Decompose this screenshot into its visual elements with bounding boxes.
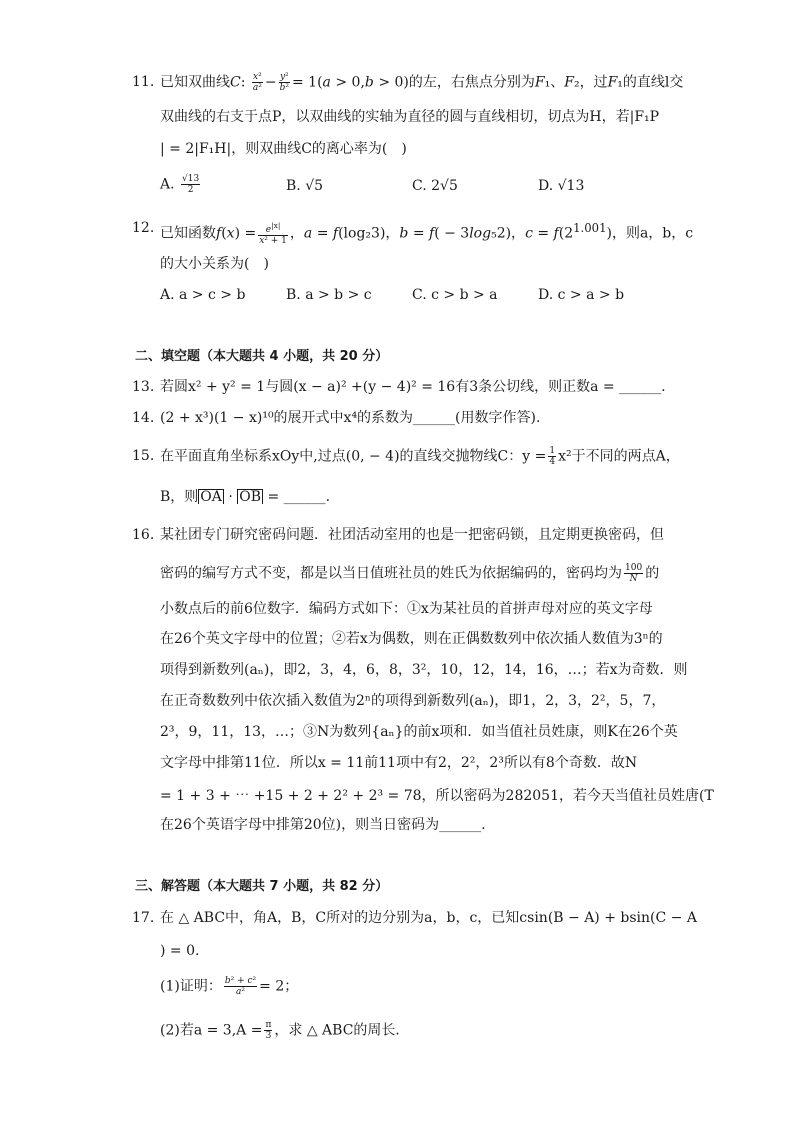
section-heading: 二、填空题（本大题共 4 小题，共 20 分） [135, 349, 389, 364]
question-number: 15. [132, 448, 155, 464]
q16-line3: 小数点后的前6位数字．编码方式如下：①x为某社员的首拼声母对应的英文字母 [160, 601, 653, 617]
q16-line7: 2³，9，11，13，…；③N为数列{aₙ}的前x项和．如当值社员姓康，则K在26个英 [160, 724, 678, 740]
option-b: B. a > b > c [286, 287, 372, 303]
fraction: $\frac{\text{b² + c²}}{\text{a²}}$ [224, 976, 257, 997]
fraction: $\frac{\text{y²}}{\text{b²}}$ [279, 72, 289, 93]
q16-line8: 文字母中排第11位．所以x = 11前11项中有2，2²，2³所以有8个奇数．故N [160, 755, 638, 771]
q16-line4: 在26个英文字母中的位置；②若x为偶数，则在正偶数数列中依次插人数值为3ⁿ的 [160, 631, 663, 647]
vector-ob: OB [239, 489, 262, 505]
option-b: B. √5 [286, 178, 324, 194]
question-number: 11. [132, 74, 155, 90]
q11-line2: 双曲线的右支于点P，以双曲线的实轴为直径的圆与直线相切，切点为H，若|F₁P [160, 109, 660, 125]
q17-part1: (1)证明： $\frac{\text{b² + c²}}{\text{a²}}$ = 2； [160, 976, 299, 997]
q13-text: 若圆x² + y² = 1与圆(x − a)² +(y − 4)² = 16有3条公切线，则正数a = ______. [160, 379, 666, 395]
section-heading: 三、解答题（本大题共 7 小题，共 82 分） [135, 879, 389, 894]
option-a: A. $\frac{√13}{2}$ [160, 174, 200, 195]
q16-line9: = 1 + 3 + ⋯ +15 + 2 + 2² + 2³ = 78，所以密码为282051，若今天当值社员姓唐(T [160, 788, 714, 804]
q17-part2: (2)若a = 3,A = $\frac{\pi}{3}$ ，求 △ ABC的周长． [160, 1020, 410, 1041]
question-number: 17. [132, 910, 155, 926]
option-a: A. a > c > b [160, 287, 246, 303]
fraction: $\frac{\pi}{3}$ [265, 1020, 272, 1041]
question-number: 16. [132, 527, 155, 543]
q15-line2: B，则 OA · OB = ______. [160, 489, 331, 505]
fraction: $\frac{100}{N}$ [625, 563, 643, 584]
q12-line2: 的大小关系为( ) [160, 256, 269, 272]
q11-line3: | = 2|F₁H|，则双曲线C的离心率为( ) [160, 141, 407, 157]
question-number: 13. [132, 379, 155, 395]
fraction: $\frac{\text{x²}}{\text{a²}}$ [252, 72, 262, 93]
q16-line2: 密码的编写方式不变，都是以当日值班社员的姓氏为依据编码的，密码均为 $\frac{100}{N}$ 的 [160, 563, 660, 584]
option-d: D. √13 [538, 178, 585, 194]
q16-line10: 在26个英语字母中排第20位)，则当日密码为______. [160, 817, 486, 833]
option-c: C. c > b > a [412, 287, 498, 303]
question-number: 14. [132, 410, 155, 426]
q17-line2: ) = 0. [160, 943, 200, 959]
q16-line1: 某社团专门研究密码问题．社团活动室用的也是一把密码锁，且定期更换密码，但 [160, 527, 664, 543]
option-d: D. c > a > b [538, 287, 625, 303]
q17-line1: 在 △ ABC中，角A，B，C所对的边分别为a，b，c，已知csin(B − A) + bsin(C − A [160, 910, 697, 926]
option-c: C. 2√5 [412, 178, 458, 194]
q12-line1: 已知函数f(x) = $\frac{e^{|x|}}{\text{x² + 1}}$ ，a = f(log₂3)，b = f( − 3log₅2)，$c = f(2^{1.001})$，则a，b，c [160, 221, 694, 247]
q16-line5: 项得到新数列(aₙ)，即2，3，4，6，8，3²，10，12，14，16，…；若x为奇数．则 [160, 662, 688, 678]
vector-oa: OA [200, 489, 222, 505]
q15-line1: 在平面直角坐标系xOy中,过点(0, − 4)的直线交抛物线C：y = $\frac{1}{4}$ x²于不同的两点A， [160, 446, 680, 467]
q14-text: (2 + x³)(1 − x)¹⁰的展开式中x⁴的系数为______(用数字作答). [160, 410, 541, 426]
q11-line1: 已知双曲线C: $\frac{\text{x²}}{\text{a²}}$ − $\frac{\text{y²}}{\text{b²}}$ = 1(a > 0,b > 0)的左，右焦点分别为F₁、F₂，过F₁的直线l交 [160, 72, 684, 93]
fraction: $\frac{√13}{2}$ [182, 174, 200, 195]
q16-line6: 在正奇数数列中依次插入数值为2ⁿ的项得到新数列(aₙ)，即1，2，3，2²，5，7， [160, 693, 666, 709]
question-number: 12. [132, 220, 155, 236]
fraction: $\frac{e^{|x|}}{\text{x² + 1}}$ [259, 221, 287, 247]
fraction: $\frac{1}{4}$ [549, 446, 556, 467]
